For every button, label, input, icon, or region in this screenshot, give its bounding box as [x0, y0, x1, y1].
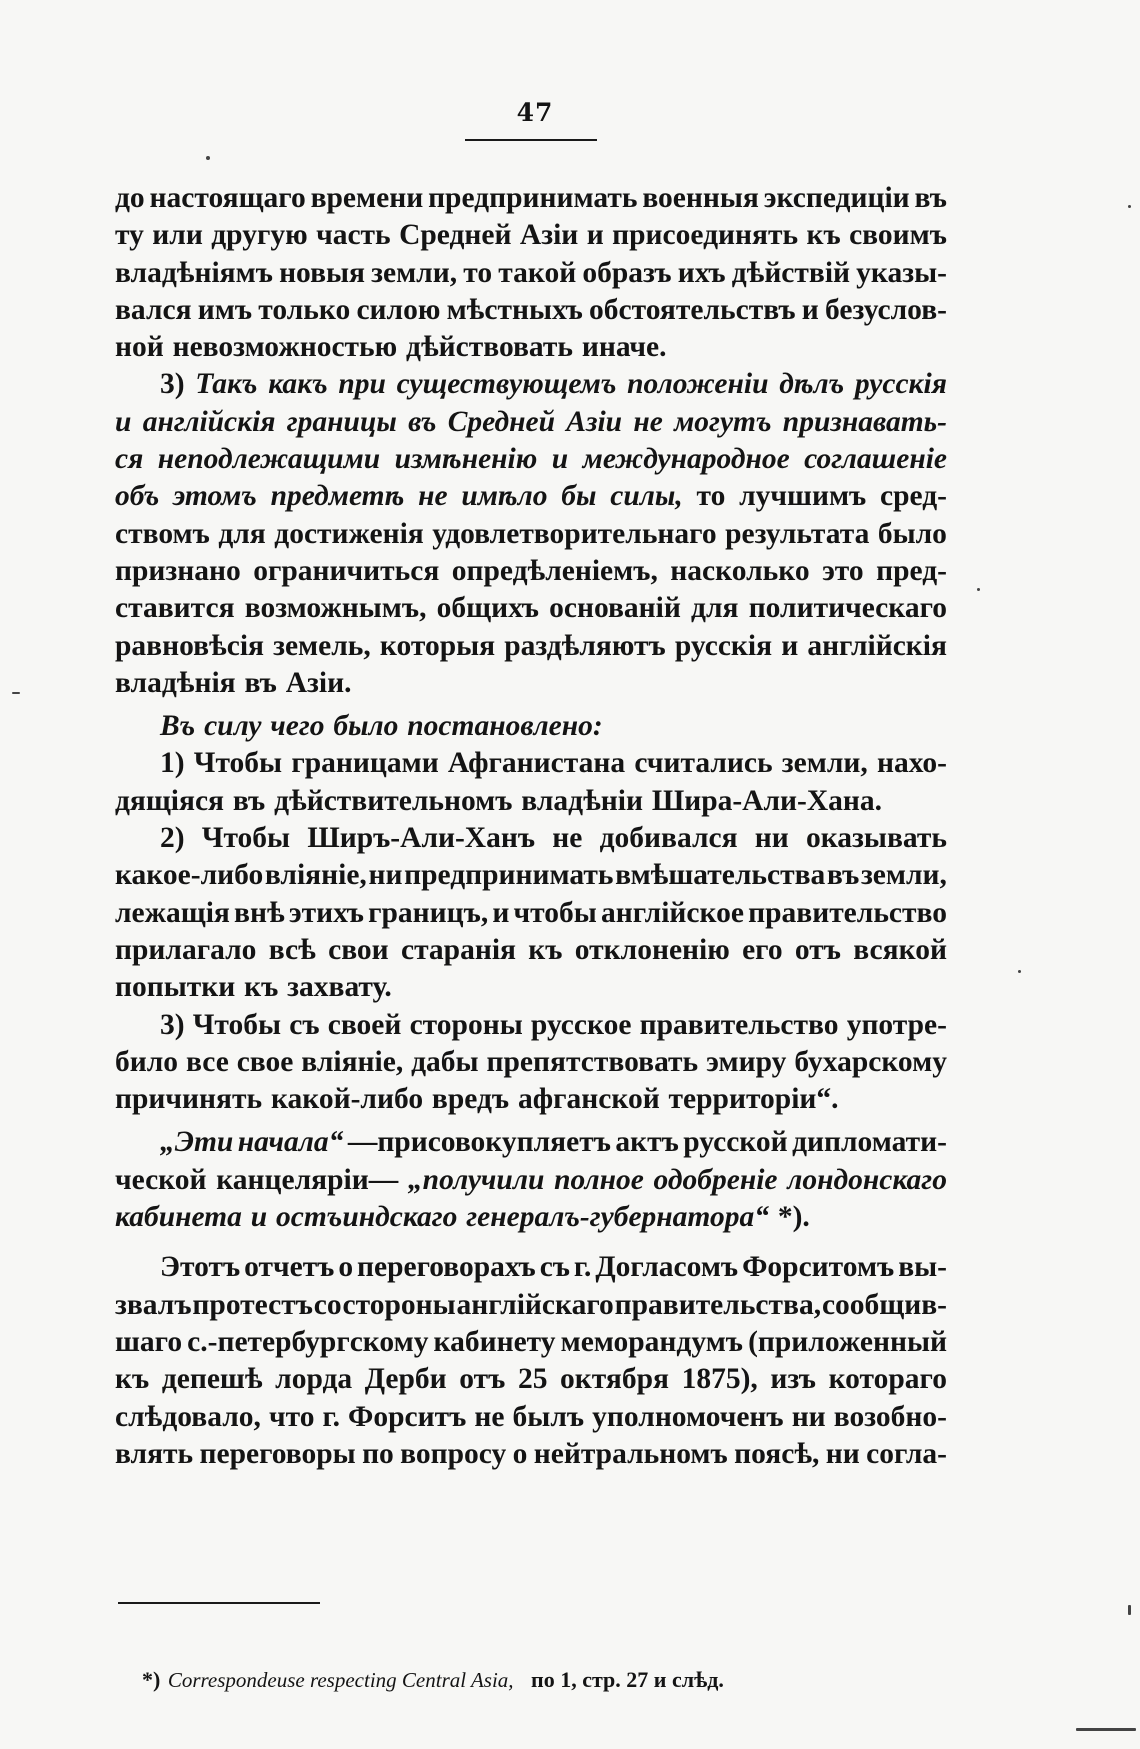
- word: лучшимъ: [739, 480, 867, 513]
- word: предпринимать: [404, 859, 614, 892]
- word: военныя: [642, 182, 759, 214]
- word: одобреніе: [653, 1163, 778, 1196]
- word: въ: [408, 405, 437, 438]
- word: лежащія: [115, 896, 230, 929]
- word: что: [268, 1400, 315, 1433]
- text-line: [115, 820, 947, 857]
- word: или: [152, 219, 203, 252]
- word: его: [742, 933, 783, 966]
- word: протестъ: [192, 1288, 313, 1321]
- word: для: [691, 592, 739, 625]
- word: *).: [777, 1201, 810, 1234]
- word: владѣніямъ: [115, 256, 273, 289]
- word: все: [185, 1045, 229, 1078]
- scan-speck: [1018, 970, 1021, 973]
- word: 25: [517, 1363, 548, 1396]
- word: с.-петербургскому: [187, 1325, 429, 1358]
- word: могутъ: [674, 405, 772, 438]
- word: всѣ: [268, 933, 316, 966]
- word: остъиндскаго: [275, 1201, 458, 1234]
- word: котораго: [828, 1363, 947, 1396]
- word: прилагало: [115, 933, 257, 966]
- word: 3): [160, 1008, 185, 1041]
- word: Форситомъ: [742, 1251, 895, 1284]
- word: равновѣсія: [115, 629, 264, 662]
- scan-speck: [1128, 1605, 1131, 1615]
- word: для: [218, 517, 266, 550]
- text-line: [115, 255, 947, 292]
- word: настоящаго: [149, 182, 306, 214]
- word: дѣйствительномъ: [274, 784, 513, 817]
- text-line: [115, 553, 947, 590]
- word: былъ: [512, 1400, 585, 1433]
- word: земли,: [860, 859, 947, 892]
- word: земли,: [371, 256, 458, 289]
- word: (приложенный: [748, 1325, 947, 1358]
- text-line: [115, 1436, 947, 1473]
- word: вмѣшательства: [615, 859, 826, 892]
- word: только: [258, 293, 351, 326]
- word: вліяніе,: [264, 859, 367, 892]
- word: территоріи“.: [668, 1083, 839, 1116]
- word: Средней: [399, 219, 512, 252]
- word: поясѣ,: [734, 1437, 820, 1470]
- word: не: [552, 822, 583, 855]
- word: чего: [270, 710, 325, 743]
- word: сред-: [880, 480, 947, 513]
- word: звалъ: [115, 1288, 192, 1321]
- text-line: [115, 1287, 947, 1324]
- word: и: [250, 1201, 268, 1234]
- word: это: [822, 554, 864, 587]
- scan-speck: [1076, 1728, 1136, 1731]
- text-line: [115, 478, 947, 515]
- word: чтобы: [513, 896, 597, 929]
- word: употре-: [846, 1008, 947, 1041]
- word: внѣ: [234, 896, 285, 929]
- word: къ: [115, 1363, 150, 1396]
- word: Афганистана: [447, 747, 626, 780]
- word: своей: [327, 1008, 402, 1041]
- footnote: [142, 1667, 724, 1693]
- word: было: [877, 517, 947, 550]
- text-line: [115, 292, 947, 329]
- word: дѣйствовать: [406, 331, 573, 364]
- word: уполномоченъ: [592, 1400, 784, 1433]
- word: постановлено:: [407, 710, 603, 743]
- word: нахо-: [876, 747, 947, 780]
- word: г.: [322, 1400, 340, 1433]
- word: присоединять: [612, 219, 799, 252]
- word: времени: [310, 182, 424, 214]
- word: границами: [291, 747, 439, 780]
- word: 2): [160, 822, 185, 855]
- word: Средней: [447, 405, 556, 438]
- word: Ширъ-Али-Ханъ: [307, 822, 536, 855]
- scan-speck: [206, 156, 210, 160]
- word: владѣніи: [521, 784, 643, 817]
- word: и: [551, 443, 569, 476]
- word: англійскія: [142, 405, 276, 438]
- word: признано: [115, 554, 241, 587]
- word: англійскія: [807, 629, 947, 662]
- word: достиженія: [274, 517, 424, 550]
- footnote-separator: [118, 1602, 320, 1604]
- word: не: [633, 405, 663, 438]
- word: Чтобы: [201, 822, 291, 855]
- text-line: [115, 1081, 947, 1118]
- word: возобно-: [833, 1400, 947, 1433]
- word: не: [418, 480, 448, 513]
- word: до: [115, 182, 145, 214]
- word: земель,: [273, 629, 371, 662]
- word: правительства,: [614, 1288, 822, 1321]
- word: какой-либо: [270, 1083, 424, 1116]
- word: вы-: [898, 1251, 947, 1284]
- text-line: [115, 932, 947, 969]
- word: влять: [115, 1437, 194, 1470]
- body-text: [115, 180, 947, 1473]
- word: какъ: [268, 368, 328, 401]
- word: ни: [825, 1437, 860, 1470]
- word: ихъ: [677, 256, 726, 289]
- word: Форситъ: [348, 1400, 467, 1433]
- footnote-marker: *): [142, 1667, 161, 1692]
- text-line: [115, 1044, 947, 1081]
- word: образъ: [582, 256, 672, 289]
- text-line: [115, 745, 947, 782]
- word: стороны: [342, 1288, 456, 1321]
- word: и: [492, 896, 510, 929]
- word: захвату.: [287, 971, 392, 1004]
- word: переговоры: [199, 1437, 356, 1470]
- word: неподлежащими: [157, 443, 381, 476]
- word: русской: [683, 1126, 788, 1159]
- word: невозможностью: [172, 331, 398, 364]
- word: удовлетворительнаго: [432, 517, 717, 550]
- word: русское: [530, 1008, 632, 1041]
- word: Чтобы: [192, 1008, 282, 1041]
- word: иначе.: [581, 331, 667, 364]
- word: —присовокупляетъ: [347, 1126, 611, 1159]
- word: Азіи: [566, 405, 623, 438]
- word: свои: [328, 933, 389, 966]
- word: русскія: [674, 629, 773, 662]
- word: ся: [115, 443, 144, 476]
- text-line: [115, 665, 947, 702]
- word: результата: [725, 517, 870, 550]
- word: англійское: [601, 896, 744, 929]
- text-line: [115, 857, 947, 894]
- word: пред-: [876, 554, 947, 587]
- word: ставится: [115, 592, 235, 625]
- word: 1): [160, 747, 185, 780]
- word: къ: [806, 219, 841, 252]
- word: которыя: [379, 629, 496, 662]
- word: сообщив-: [821, 1288, 947, 1321]
- word: по: [362, 1437, 394, 1470]
- word: общихъ: [436, 592, 539, 625]
- footnote-reference: по 1, стр. 27 и слѣд.: [531, 1667, 724, 1692]
- word: дабы: [411, 1045, 479, 1078]
- word: измѣненію: [394, 443, 538, 476]
- word: изъ: [770, 1363, 816, 1396]
- text-line: [115, 1199, 947, 1236]
- word: о: [338, 1251, 354, 1284]
- word: съ: [539, 1251, 570, 1284]
- word: къ: [528, 933, 563, 966]
- word: и: [586, 219, 604, 252]
- word: добивался: [599, 822, 738, 855]
- word: вался: [115, 293, 192, 326]
- text-line: [115, 329, 947, 366]
- word: лондонскаго: [787, 1163, 947, 1196]
- scan-speck: [977, 588, 980, 591]
- word: границъ,: [368, 896, 489, 929]
- word: соглашеніе: [804, 443, 947, 476]
- word: бухарскому: [794, 1045, 947, 1078]
- text-line: [115, 590, 947, 627]
- word: переговорахъ: [357, 1251, 536, 1284]
- word: слѣдовало,: [115, 1400, 261, 1433]
- word: и: [781, 629, 799, 662]
- word: согла-: [866, 1437, 947, 1470]
- word: безуслов-: [825, 293, 947, 326]
- word: вредъ: [431, 1083, 510, 1116]
- word: предметѣ: [270, 480, 405, 513]
- word: генералъ-губернатора“: [466, 1201, 769, 1234]
- word: стороны: [409, 1008, 523, 1041]
- word: дѣлъ: [779, 368, 845, 401]
- word: свое: [236, 1045, 294, 1078]
- page-number-rule: [465, 139, 597, 141]
- word: было: [333, 710, 399, 743]
- scan-speck: [12, 692, 20, 694]
- word: объ: [115, 480, 160, 513]
- word: ограничиться: [253, 554, 440, 587]
- word: 3): [160, 368, 185, 401]
- word: этихъ: [288, 896, 364, 929]
- word: ческой: [115, 1163, 207, 1196]
- word: другую: [211, 219, 308, 252]
- word: и: [801, 293, 819, 326]
- word: Догласомъ: [595, 1251, 739, 1284]
- word: било: [115, 1045, 179, 1078]
- word: шаго: [115, 1325, 183, 1358]
- text-line: [115, 895, 947, 932]
- word: Въ: [160, 710, 196, 743]
- word: къ: [244, 971, 279, 1004]
- word: нейтральномъ: [533, 1437, 728, 1470]
- word: раздѣляютъ: [504, 629, 666, 662]
- word: обстоятельствъ: [589, 293, 796, 326]
- word: этомъ: [173, 480, 257, 513]
- text-line: [115, 366, 947, 403]
- word: правительство: [639, 1008, 839, 1041]
- word: „Эти: [160, 1126, 234, 1159]
- word: лорда: [275, 1363, 353, 1396]
- word: ни: [368, 859, 403, 892]
- text-line: [115, 1324, 947, 1361]
- text-line: [115, 1249, 947, 1286]
- page-number: 47: [516, 98, 554, 127]
- word: о: [512, 1437, 528, 1470]
- text-line: [115, 969, 947, 1006]
- word: попытки: [115, 971, 236, 1004]
- word: Азіи: [519, 219, 579, 252]
- word: со: [313, 1288, 342, 1321]
- word: препятствовать: [486, 1045, 699, 1078]
- word: Азіи.: [285, 666, 352, 699]
- word: международное: [582, 443, 790, 476]
- word: часть: [316, 219, 391, 252]
- word: отъ: [459, 1363, 506, 1396]
- text-line: [115, 1399, 947, 1436]
- text-line: [115, 628, 947, 665]
- word: насколько: [670, 554, 810, 587]
- word: въ: [914, 182, 947, 214]
- word: отъ: [794, 933, 841, 966]
- word: ни: [791, 1400, 826, 1433]
- text-line: [115, 783, 947, 820]
- word: Этотъ: [160, 1251, 241, 1284]
- word: дѣйствій: [731, 256, 851, 289]
- word: всякой: [853, 933, 947, 966]
- word: предпринимать: [428, 182, 638, 214]
- word: дящіяся: [115, 784, 224, 817]
- word: Дерби: [364, 1363, 447, 1396]
- word: актъ: [615, 1126, 679, 1159]
- word: г.: [573, 1251, 592, 1284]
- word: новыя: [279, 256, 365, 289]
- word: русскія: [854, 368, 947, 401]
- word: силы,: [610, 480, 683, 513]
- word: при: [338, 368, 386, 401]
- word: границы: [286, 405, 397, 438]
- word: бы: [561, 480, 597, 513]
- word: то: [696, 480, 726, 513]
- text-line: [115, 217, 947, 254]
- text-line: [115, 1361, 947, 1398]
- scan-speck: [1128, 205, 1131, 208]
- text-line: [115, 441, 947, 478]
- word: политическаго: [748, 592, 947, 625]
- word: признавать-: [782, 405, 947, 438]
- text-line: [115, 708, 947, 745]
- word: силу: [204, 710, 262, 743]
- word: не: [474, 1400, 505, 1433]
- word: владѣнія: [115, 666, 236, 699]
- word: меморандумъ: [560, 1325, 743, 1358]
- word: кабинета: [115, 1201, 242, 1234]
- text-line: [115, 1124, 947, 1161]
- word: то: [463, 256, 493, 289]
- word: октября: [560, 1363, 669, 1396]
- word: 1875),: [681, 1363, 758, 1396]
- word: кабинету: [433, 1325, 556, 1358]
- word: ной: [115, 331, 164, 364]
- word: дипломати-: [792, 1126, 947, 1159]
- text-line: [115, 1162, 947, 1199]
- word: эмиру: [706, 1045, 787, 1078]
- word: „получили: [407, 1163, 545, 1196]
- text-line: [115, 516, 947, 553]
- word: мѣстныхъ: [446, 293, 583, 326]
- word: отчетъ: [244, 1251, 335, 1284]
- word: Шира-Али-Хана.: [651, 784, 883, 817]
- text-line: [115, 404, 947, 441]
- word: въ: [232, 784, 266, 817]
- word: полное: [554, 1163, 644, 1196]
- word: ни: [754, 822, 789, 855]
- word: Такъ: [195, 368, 258, 401]
- word: существующемъ: [396, 368, 617, 401]
- word: афганской: [517, 1083, 660, 1116]
- word: правительство: [748, 896, 947, 929]
- word: англійскаго: [456, 1288, 614, 1321]
- word: какое-либо: [115, 859, 264, 892]
- word: ствомъ: [115, 517, 210, 550]
- word: имѣло: [461, 480, 548, 513]
- word: и: [115, 405, 132, 438]
- word: оказывать: [806, 822, 947, 855]
- word: основаній: [549, 592, 681, 625]
- word: причинять: [115, 1083, 263, 1116]
- word: ту: [115, 219, 144, 252]
- word: силою: [356, 293, 441, 326]
- word: считались: [634, 747, 773, 780]
- word: съ: [289, 1008, 320, 1041]
- word: вліяніе,: [301, 1045, 404, 1078]
- footnote-source-title: Correspondeuse respecting Central Asia,: [167, 1668, 514, 1692]
- word: возможнымъ,: [244, 592, 427, 625]
- word: опредѣленіемъ,: [451, 554, 658, 587]
- word: въ: [826, 859, 860, 892]
- word: экспедиціи: [763, 182, 910, 214]
- word: земли,: [781, 747, 868, 780]
- word: начала“: [237, 1126, 344, 1159]
- word: отклоненію: [574, 933, 730, 966]
- word: депешѣ: [161, 1363, 263, 1396]
- word: канцеляріи—: [216, 1163, 399, 1196]
- word: вопросу: [400, 1437, 507, 1470]
- word: положеніи: [627, 368, 769, 401]
- word: Чтобы: [193, 747, 283, 780]
- word: старанія: [400, 933, 516, 966]
- word: въ: [244, 666, 277, 699]
- word: своимъ: [849, 219, 947, 252]
- word: такой: [498, 256, 577, 289]
- text-line: [115, 1007, 947, 1044]
- word: имъ: [197, 293, 253, 326]
- text-line: [115, 180, 947, 217]
- word: указы-: [856, 256, 947, 289]
